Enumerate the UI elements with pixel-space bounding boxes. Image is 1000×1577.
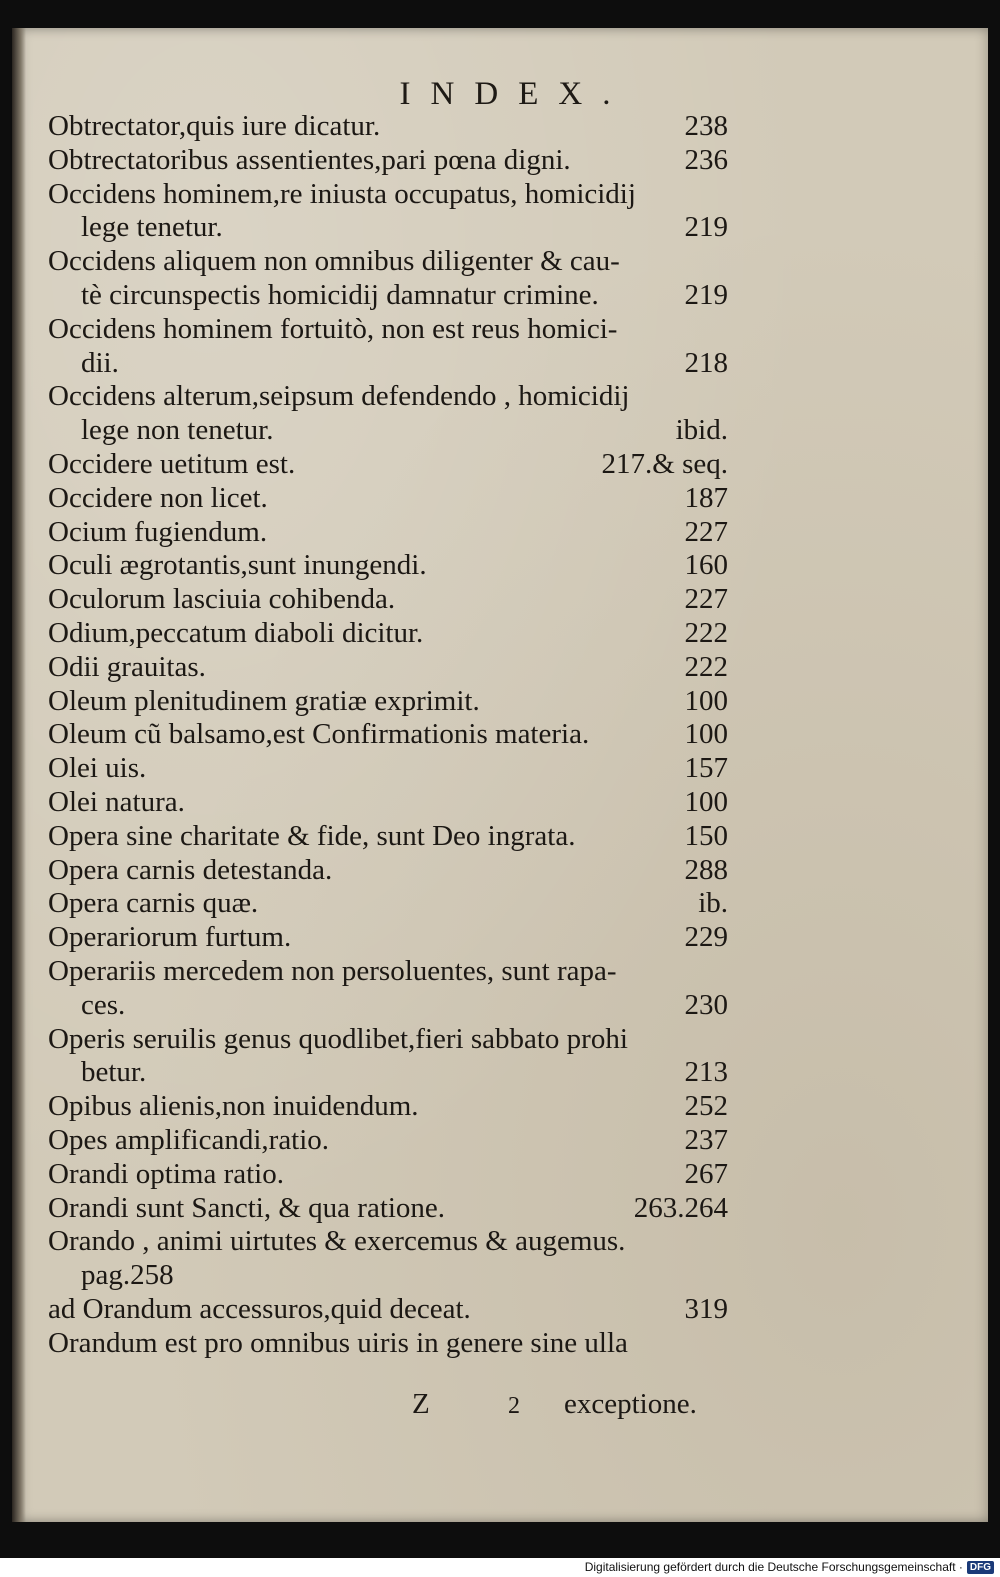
entry-text: betur. [81,1056,147,1089]
entry-text: dii. [81,346,119,379]
entry-text: Occidens aliquem non omnibus diligenter & cau- [48,245,620,278]
entry-text: Operis seruilis genus quodlibet,fieri sabbato prohi [48,1022,628,1055]
index-line [48,887,728,921]
index-line [48,685,728,719]
index-line [48,347,728,381]
entry-text: Opera carnis quæ. [48,887,259,920]
index-line [48,1090,728,1124]
entry-text: lege tenetur. [81,211,223,244]
page-reference: 213 [684,1056,728,1089]
index-line [48,178,728,212]
page-reference: 252 [684,1090,728,1123]
entry-text: Occidens hominem fortuitò, non est reus homici- [48,312,618,345]
entry-text: Occidere non licet. [48,481,268,514]
entry-text: Olei natura. [48,785,185,818]
index-line [48,549,728,583]
entry-text: Oleum plenitudinem gratiæ exprimit. [48,684,480,717]
entry-text: Occidens alterum,seipsum defendendo , homicidij [48,380,630,413]
entry-text: Opibus alienis,non inuidendum. [48,1090,419,1123]
dfg-logo: DFG [967,1561,994,1574]
index-line [48,1225,728,1259]
index-line [48,921,728,955]
catchword-line [412,1388,697,1421]
page-reference: 157 [684,752,728,785]
page-reference: 237 [684,1123,728,1156]
entry-text: Odii grauitas. [48,650,206,683]
index-line [48,1259,728,1293]
entry-text: Occidere uetitum est. [48,447,296,480]
book-page [12,28,988,1522]
entry-text: Opera sine charitate & fide, sunt Deo ingrata. [48,819,576,852]
entry-text: Operariis mercedem non persoluentes, sunt rapa- [48,954,617,987]
page-reference: 319 [684,1292,728,1325]
page-reference: 218 [684,346,728,379]
page-reference: 219 [684,211,728,244]
page-reference: 100 [684,718,728,751]
entry-text: Operariorum furtum. [48,921,292,954]
entry-text: lege non tenetur. [81,414,274,447]
page-reference: 187 [684,481,728,514]
page-reference: 227 [684,583,728,616]
page-reference: 230 [684,988,728,1021]
entry-text: Obtrectator,quis iure dicatur. [48,110,381,142]
entry-text: Odium,peccatum diaboli dicitur. [48,616,424,649]
page-header: INDEX. [399,76,631,112]
entry-text: ad Orandum accessuros,quid deceat. [48,1292,471,1325]
entry-text: Oculorum lasciuia cohibenda. [48,583,396,616]
page-reference: ibid. [675,414,728,447]
index-line [48,245,728,279]
entry-text: Orandum est pro omnibus uiris in genere sine ulla [48,1326,628,1359]
index-line [48,1192,728,1226]
index-line [48,1124,728,1158]
index-line [48,279,728,313]
index-line [48,583,728,617]
index-line [48,380,728,414]
page-reference: 288 [684,853,728,886]
index-line [48,820,728,854]
entry-text: ces. [81,988,126,1021]
entry-text: Orando , animi uirtutes & exercemus & augemus. [48,1225,626,1258]
signature-letter: Z [412,1388,430,1420]
page-reference: 263.264 [633,1191,728,1224]
index-line [48,110,728,144]
index-line [48,448,728,482]
entry-text: Olei uis. [48,752,147,785]
entry-text: Opera carnis detestanda. [48,853,333,886]
page-reference: 222 [684,616,728,649]
index-line [48,786,728,820]
index-line [48,313,728,347]
index-line [48,1293,728,1327]
entry-text: Orandi sunt Sancti, & qua ratione. [48,1191,446,1224]
page-reference: 229 [684,921,728,954]
page-reference: 100 [684,785,728,818]
entry-text: Oleum cũ balsamo,est Confirmationis materia. [48,718,590,751]
page-reference: 100 [684,684,728,717]
index-line [48,718,728,752]
entry-text: pag.258 [81,1259,174,1292]
index-line [48,651,728,685]
index-line [48,752,728,786]
index-line [48,1327,728,1361]
index-line [48,854,728,888]
page-reference: 222 [684,650,728,683]
page-reference: 267 [684,1157,728,1190]
digitization-credit [585,1560,994,1574]
page-reference: ib. [698,887,728,920]
index-line [48,516,728,550]
index-line [48,1158,728,1192]
footer-text: Digitalisierung gefördert durch die Deutsche Forschungsgemeinschaft · [584,1560,963,1574]
index-line [48,211,728,245]
page-reference: 238 [684,110,728,142]
index-line [48,144,728,178]
index-line [48,1056,728,1090]
signature-number: 2 [508,1393,520,1419]
index-line [48,414,728,448]
entry-text: Orandi optima ratio. [48,1157,284,1190]
index-line [48,989,728,1023]
index-line [48,482,728,516]
page-gutter [12,28,26,1522]
page-reference: 150 [684,819,728,852]
entry-text: tè circunspectis homicidij damnatur crimine. [81,278,599,311]
entry-text: Occidens hominem,re iniusta occupatus, homicidij [48,177,636,210]
entry-text: Opes amplificandi,ratio. [48,1123,330,1156]
page-reference: 236 [684,143,728,176]
index-line [48,955,728,989]
page-reference: 217.& seq. [601,447,728,480]
page-reference: 227 [684,515,728,548]
catchword: exceptione. [564,1388,697,1420]
index-line [48,617,728,651]
index-line [48,1023,728,1057]
index-entries [48,110,728,1360]
page-reference: 160 [684,549,728,582]
page-reference: 219 [684,278,728,311]
entry-text: Ocium fugiendum. [48,515,268,548]
entry-text: Oculi ægrotantis,sunt inungendi. [48,549,427,582]
entry-text: Obtrectatoribus assentientes,pari pœna digni. [48,143,571,176]
